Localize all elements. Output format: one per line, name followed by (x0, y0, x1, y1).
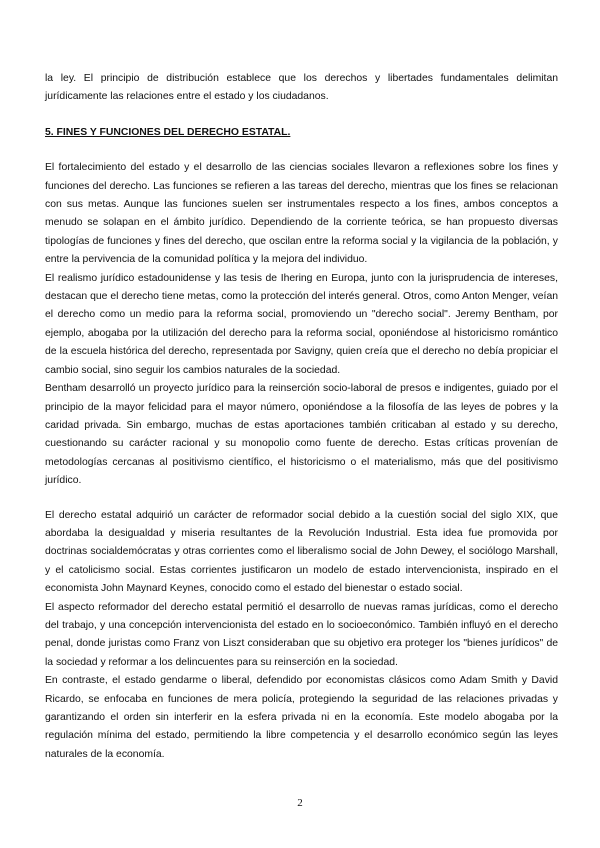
paragraph-estado-gendarme: En contraste, el estado gendarme o liberal, defendido por economistas clásicos como Adam Smith y David Ricardo, se enfocaba en funciones de mera policía, protegiendo la seguridad de las relaciones privadas y garantizando el orden sin interferir en la esfera privada ni en la economía. Este modelo abogaba por la regulación mínima del estado, permitiendo la libre competencia y el desarrollo económico según las leyes naturales de la economía. (45, 675, 558, 760)
section-heading: 5. FINES Y FUNCIONES DEL DERECHO ESTATAL. (45, 126, 291, 138)
paragraph-reformador-social: El derecho estatal adquirió un carácter de reformador social debido a la cuestión social del siglo XIX, que abordaba la desigualdad y miseria resultantes de la Revolución Industrial. Esta idea fue promovida por doctrinas socialdemócratas y otras corrientes como el liberalismo social de John Dewey, el sociólogo Marshall, y el catolicismo social. Estas corrientes justificaron un modelo de estado intervencionista, inspirado en el economista John Maynard Keynes, conocido como el estado del bienestar o estado social. (45, 509, 558, 595)
document-body (45, 70, 558, 764)
paragraph-aspecto-reformador: El aspecto reformador del derecho estatal permitió el desarrollo de nuevas ramas jurídicas, como el derecho del trabajo, y una concepción intervencionista del estado en lo socioeconómico. También influyó en el derecho penal, donde juristas como Franz von Liszt consideraban que su objetivo era proteger los "bienes jurídicos" de la sociedad y reformar a los delincuentes para su reinserción en la sociedad. (45, 601, 558, 668)
page-number: 2 (297, 797, 303, 809)
paragraph-realismo-juridico: El realismo jurídico estadounidense y las tesis de Ihering en Europa, junto con la jurisprudencia de intereses, destacan que el derecho tiene metas, como la protección del interés general. Otros, como Anton Menger, veían el derecho como un medio para la reforma social, promoviendo un "derecho social". Jeremy Bentham, por ejemplo, abogaba por la utilización del derecho para la reforma social, oponiéndose al historicismo romántico de la escuela histórica del derecho, representada por Savigny, quien creía que el derecho no debía propiciar el cambio social, sino seguir los cambios naturales de la sociedad. (45, 272, 558, 376)
paragraph-bentham: Bentham desarrolló un proyecto jurídico para la reinserción socio-laboral de presos e indigentes, guiado por el principio de la mayor felicidad para el mayor número, oponiéndose a la filosofía de las leyes de pobres y la caridad privada. Sin embargo, muchas de estas aportaciones también criticaban al estado y su derecho, cuestionando su carácter racional y su monopolio como fuente de derecho. Estas críticas provenían de metodologías cercanas al positivismo científico, el historicismo o el materialismo, más que del positivismo jurídico. (45, 383, 558, 487)
paragraph-fines-funciones: El fortalecimiento del estado y el desarrollo de las ciencias sociales llevaron a reflexiones sobre los fines y funciones del derecho. Las funciones se refieren a las tareas del derecho, mientras que los fines se relacionan con sus metas. Aunque las funciones suelen ser instrumentales respecto a los fines, ambos conceptos a menudo se solapan en el ámbito jurídico. Dependiendo de la corriente teórica, se han propuesto diversas tipologías de funciones y fines del derecho, que oscilan entre la reforma social y la vigilancia de la población, y entre la pervivencia de la comunidad política y la mejora del individuo. (45, 162, 558, 266)
intro-paragraph: la ley. El principio de distribución establece que los derechos y libertades fundamentales delimitan jurídicamente las relaciones entre el estado y los ciudadanos. (45, 73, 558, 103)
